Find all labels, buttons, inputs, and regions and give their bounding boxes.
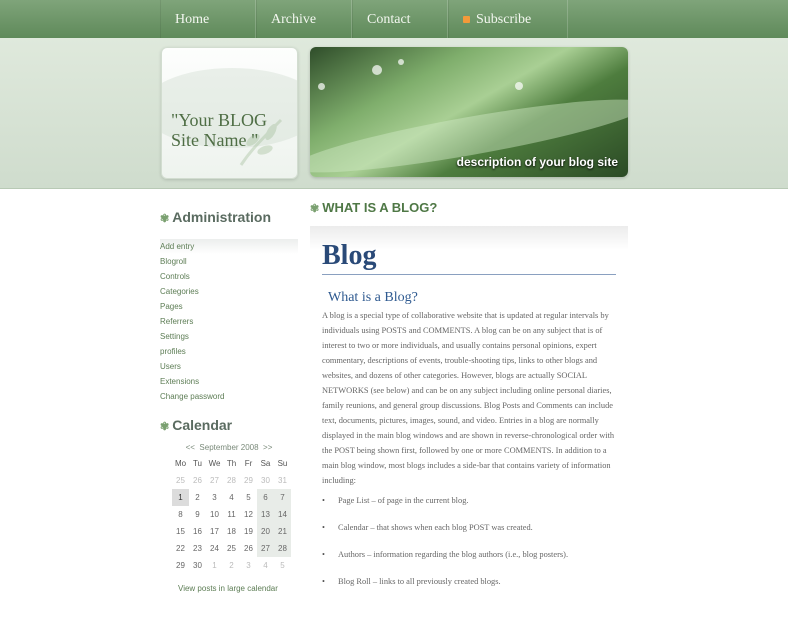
admin-link-users[interactable]: Users <box>160 362 181 371</box>
admin-link-categories[interactable]: Categories <box>160 287 199 296</box>
large-calendar-link[interactable]: View posts in large calendar <box>178 584 278 593</box>
calendar-day: 4 <box>229 493 234 502</box>
weekday-label: Su <box>277 459 288 468</box>
post-paragraph: A blog is a special type of collaborative website that is updated at regular intervals by individuals using POSTS and COMMENTS. A blog can be on any subject that is of interest to two or more individuals, and usually contains personal opinions, expert commentary, descriptions of events, trouble-shooting tips, links to other blogs and websites, and dozens of other categories. However, blogs are actually SOCIAL NETWORKS (see below) and can be on any subject including online personal diaries, family reunions, and general group discussions. Blog Posts and Comments can include text, documents, pictures, images, sound, and video. Entries in a blog are normally displayed in the main blog windows and are shown in reverse-chronological order with the POST being shown first, followed by one or more COMMENTS. In addition to a main blog window, most blogs includes a side-bar that contains variety of information including: <box>322 311 615 485</box>
admin-link-change-password[interactable]: Change password <box>160 392 225 401</box>
nav-bar <box>160 0 568 38</box>
calendar-day: 22 <box>176 544 185 553</box>
calendar-day: 2 <box>195 493 200 502</box>
nav-subscribe-label: Subscribe <box>476 12 532 27</box>
water-drop <box>398 59 404 65</box>
calendar-day: 27 <box>210 476 219 485</box>
nav-subscribe-link[interactable] <box>448 0 568 38</box>
weekday-label: Tu <box>192 459 203 468</box>
calendar-day: 26 <box>193 476 202 485</box>
calendar-day: 30 <box>193 561 202 570</box>
site-name: "Your BLOG Site Name " <box>171 110 268 150</box>
nav-home-link[interactable]: Home <box>160 0 256 38</box>
admin-link-blogroll[interactable]: Blogroll <box>160 257 187 266</box>
top-navigation <box>0 0 788 38</box>
calendar-day: 28 <box>227 476 236 485</box>
post-subheading: What is a Blog? <box>328 290 418 305</box>
calendar-day: 9 <box>195 510 200 519</box>
calendar-heading-label: Calendar <box>172 417 233 433</box>
site-description: description of your blog site <box>456 155 618 169</box>
calendar-day: 21 <box>274 523 291 540</box>
sprig-icon: ✾ <box>310 203 320 215</box>
calendar-month-label: September 2008 <box>199 443 259 452</box>
water-drop <box>318 83 325 90</box>
calendar-day: 25 <box>176 476 185 485</box>
admin-link-list <box>160 239 298 404</box>
calendar-heading <box>160 413 298 437</box>
calendar-day: 7 <box>274 489 291 506</box>
calendar-day: 16 <box>193 527 202 536</box>
calendar-widget <box>160 441 298 593</box>
calendar-day: 2 <box>229 561 234 570</box>
calendar-day: 14 <box>274 506 291 523</box>
weekday-label: Fr <box>244 459 253 468</box>
calendar-day: 27 <box>257 540 274 557</box>
calendar-day: 8 <box>178 510 183 519</box>
calendar-day: 6 <box>257 489 274 506</box>
calendar-day: 15 <box>176 527 185 536</box>
calendar-day: 31 <box>278 476 287 485</box>
calendar-month-nav <box>160 441 298 455</box>
calendar-day: 20 <box>257 523 274 540</box>
water-drop <box>372 65 382 75</box>
calendar-day: 13 <box>257 506 274 523</box>
calendar-day: 1 <box>212 561 217 570</box>
list-item: • Authors – information regarding the blog authors (i.e., blog posters). <box>322 547 616 574</box>
calendar-day: 23 <box>193 544 202 553</box>
calendar-day: 24 <box>210 544 219 553</box>
main-content <box>310 200 628 630</box>
calendar-grid <box>172 455 291 574</box>
admin-link-profiles[interactable]: profiles <box>160 347 186 356</box>
calendar-day: 26 <box>244 544 253 553</box>
calendar-day: 30 <box>261 476 270 485</box>
post-title-label: WHAT IS A BLOG? <box>322 200 438 215</box>
admin-link-add-entry[interactable]: Add entry <box>160 239 298 254</box>
calendar-day: 5 <box>280 561 285 570</box>
calendar-day: 29 <box>244 476 253 485</box>
post-title[interactable] <box>310 200 628 216</box>
admin-link-controls[interactable]: Controls <box>160 272 190 281</box>
calendar-day: 12 <box>244 510 253 519</box>
weekday-label: Th <box>226 459 237 468</box>
sprig-icon: ✾ <box>160 421 170 433</box>
calendar-day: 25 <box>227 544 236 553</box>
calendar-day: 4 <box>263 561 268 570</box>
header-banner-image <box>310 47 628 177</box>
rss-icon <box>463 16 470 23</box>
nav-contact-link[interactable]: Contact <box>352 0 448 38</box>
sprig-icon: ✾ <box>160 213 170 225</box>
calendar-day: 18 <box>227 527 236 536</box>
list-item: • Page List – of page in the current blog. <box>322 493 616 520</box>
calendar-day: 3 <box>212 493 217 502</box>
post-heading: Blog <box>322 238 616 275</box>
administration-heading <box>160 205 298 229</box>
admin-link-settings[interactable]: Settings <box>160 332 189 341</box>
calendar-day: 11 <box>227 510 236 519</box>
calendar-day: 5 <box>246 493 251 502</box>
site-logo[interactable] <box>161 47 298 179</box>
calendar-day: 10 <box>210 510 219 519</box>
calendar-next-link[interactable]: >> <box>263 443 273 452</box>
post-bullet-list <box>322 493 616 601</box>
water-drop <box>515 82 523 90</box>
admin-link-extensions[interactable]: Extensions <box>160 377 200 386</box>
post-body <box>310 226 628 630</box>
calendar-day: 28 <box>274 540 291 557</box>
list-item: • Calendar – that shows when each blog POST was created. <box>322 520 616 547</box>
nav-archive-link[interactable]: Archive <box>256 0 352 38</box>
calendar-prev-link[interactable]: << <box>185 443 195 452</box>
weekday-label: Mo <box>174 459 187 468</box>
admin-link-referrers[interactable]: Referrers <box>160 317 194 326</box>
admin-link-pages[interactable]: Pages <box>160 302 183 311</box>
list-item: • Blog Roll – links to all previously created blogs. <box>322 574 616 601</box>
calendar-day: 17 <box>210 527 219 536</box>
calendar-day: 3 <box>246 561 251 570</box>
weekday-label: We <box>208 459 221 468</box>
administration-heading-label: Administration <box>172 209 271 225</box>
calendar-day: 19 <box>244 527 253 536</box>
calendar-day-today: 1 <box>172 489 189 506</box>
sidebar <box>160 205 298 593</box>
calendar-day: 29 <box>176 561 185 570</box>
weekday-label: Sa <box>260 459 271 468</box>
